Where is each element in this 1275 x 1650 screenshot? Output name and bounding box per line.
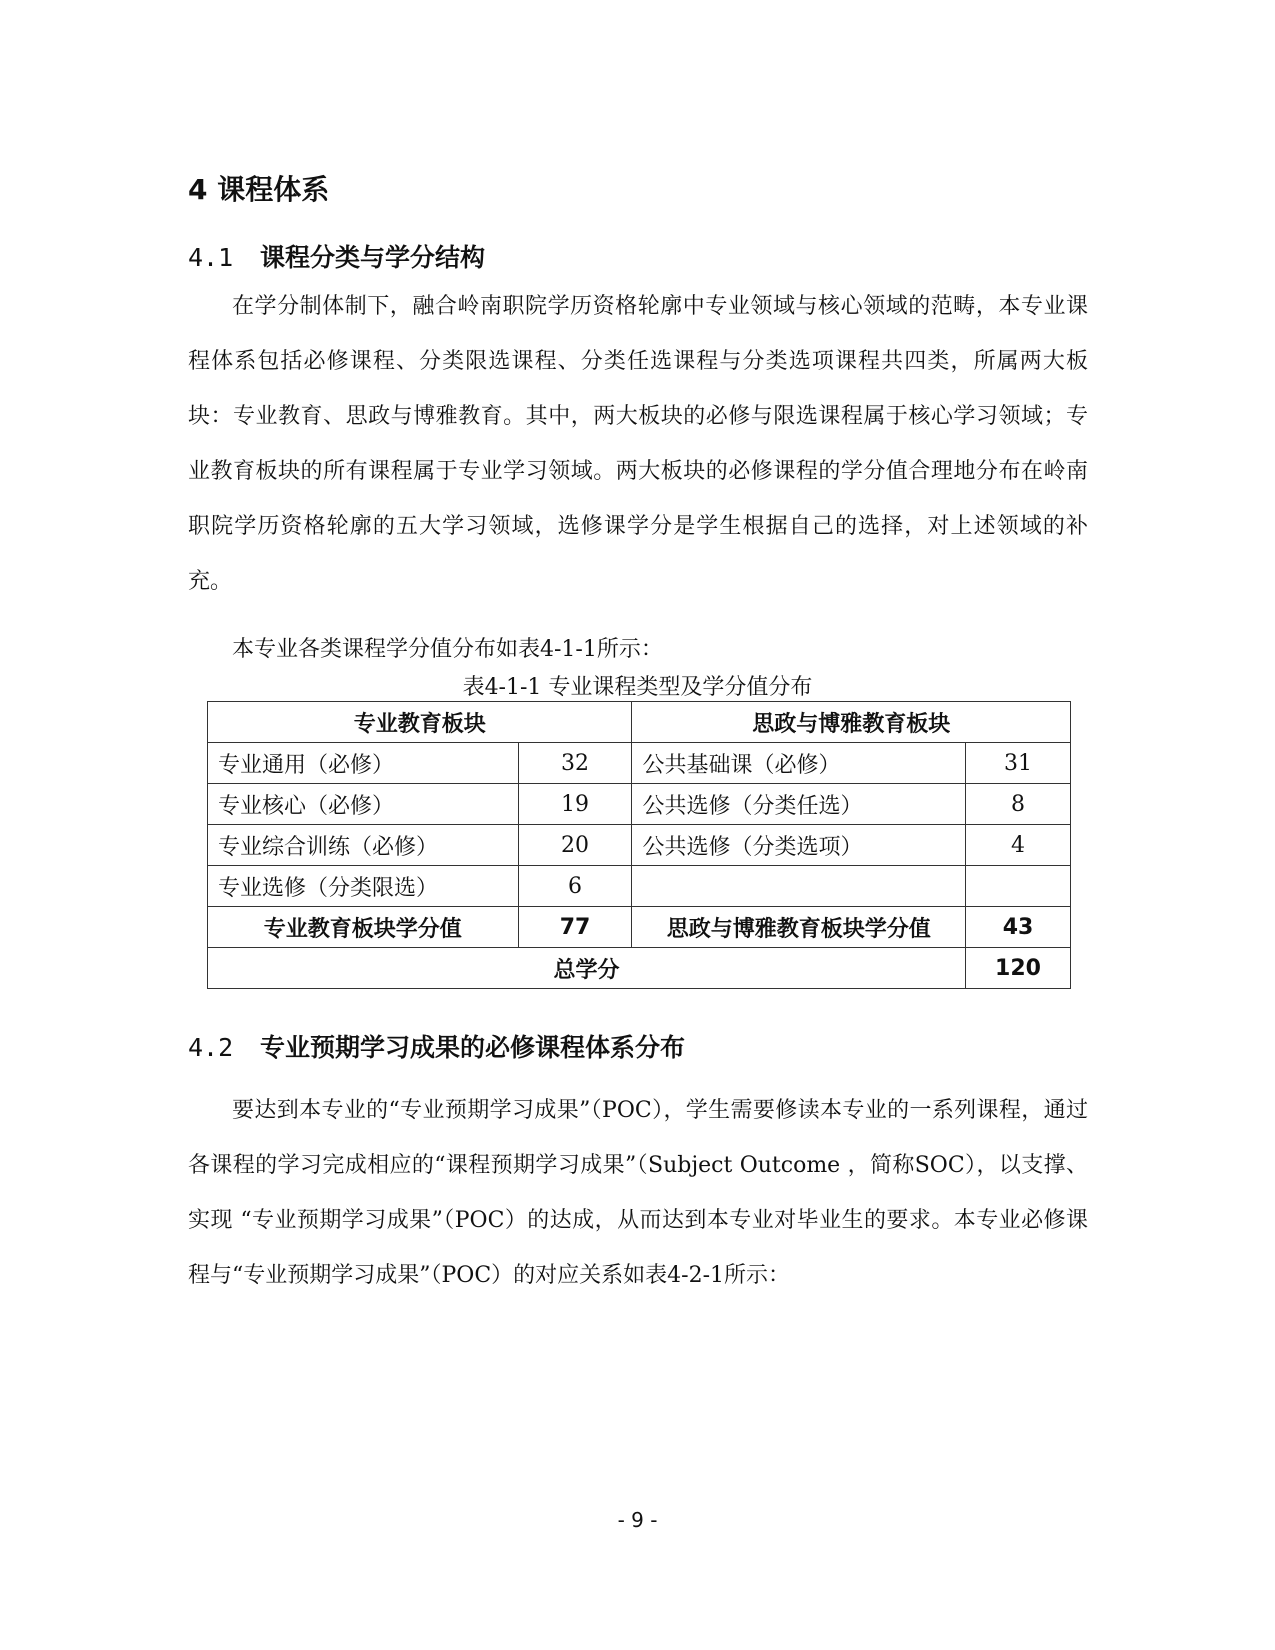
section-4-2-paragraph (188, 1083, 1088, 1303)
subtotal-right-label: 思政与博雅教育板块学分值 (632, 907, 966, 948)
chapter-heading: 4 课程体系 (188, 173, 330, 206)
section-title: 课程分类与学分结构 (260, 243, 486, 272)
section-number: 4.1 (188, 243, 234, 272)
section-number: 4.2 (188, 1033, 234, 1062)
row-value: 6 (518, 866, 632, 907)
page-number: - 9 - (617, 1508, 658, 1532)
section-heading-4-1 (188, 238, 485, 274)
row-label: 公共基础课（必修） (632, 743, 966, 784)
subtotal-row (208, 907, 1071, 948)
row-label: 专业选修（分类限选） (208, 866, 519, 907)
subtotal-left-label: 专业教育板块学分值 (208, 907, 519, 948)
total-label: 总学分 (208, 948, 966, 989)
row-value (966, 866, 1071, 907)
section-heading-4-2 (188, 1028, 685, 1064)
subtotal-left-value: 77 (518, 907, 632, 948)
subtotal-right-value: 43 (966, 907, 1071, 948)
table-row (208, 866, 1071, 907)
table-row (208, 743, 1071, 784)
row-value: 31 (966, 743, 1071, 784)
header-general-education: 思政与博雅教育板块 (632, 702, 1071, 743)
row-label (632, 866, 966, 907)
table-row (208, 784, 1071, 825)
table-caption: 表4-1-1 专业课程类型及学分值分布 (462, 675, 813, 700)
credit-distribution-table (207, 701, 1071, 989)
total-row (208, 948, 1071, 989)
row-value: 19 (518, 784, 632, 825)
row-label: 专业通用（必修） (208, 743, 519, 784)
table-row (208, 825, 1071, 866)
row-label: 专业综合训练（必修） (208, 825, 519, 866)
row-label: 专业核心（必修） (208, 784, 519, 825)
paragraph-text: 要达到本专业的“专业预期学习成果”（POC），学生需要修读本专业的一系列课程，通过各课程的学习完成相应的“课程预期学习成果”（Subject Outcome ，简称SOC），以支撑、实现 “专业预期学习成果”（POC）的达成，从而达到本专业对毕业生的要求。本专业必修课程与“专业预期学习成果”（POC）的对应关系如表4-2-1所示： (188, 1098, 1088, 1288)
table-header-row (208, 702, 1071, 743)
row-value: 32 (518, 743, 632, 784)
header-professional-education: 专业教育板块 (208, 702, 632, 743)
section-title: 专业预期学习成果的必修课程体系分布 (260, 1033, 686, 1062)
section-4-1-paragraph (188, 279, 1088, 609)
row-label: 公共选修（分类选项） (632, 825, 966, 866)
row-label: 公共选修（分类任选） (632, 784, 966, 825)
row-value: 8 (966, 784, 1071, 825)
row-value: 20 (518, 825, 632, 866)
total-value: 120 (966, 948, 1071, 989)
paragraph-text: 在学分制体制下，融合岭南职院学历资格轮廓中专业领域与核心领域的范畴，本专业课程体系包括必修课程、分类限选课程、分类任选课程与分类选项课程共四类，所属两大板块：专业教育、思政与博雅教育。其中，两大板块的必修与限选课程属于核心学习领域；专业教育板块的所有课程属于专业学习领域。两大板块的必修课程的学分值合理地分布在岭南职院学历资格轮廓的五大学习领域，选修课学分是学生根据自己的选择，对上述领域的补充。 (188, 294, 1088, 594)
table-intro: 本专业各类课程学分值分布如表4-1-1所示： (232, 637, 663, 662)
row-value: 4 (966, 825, 1071, 866)
